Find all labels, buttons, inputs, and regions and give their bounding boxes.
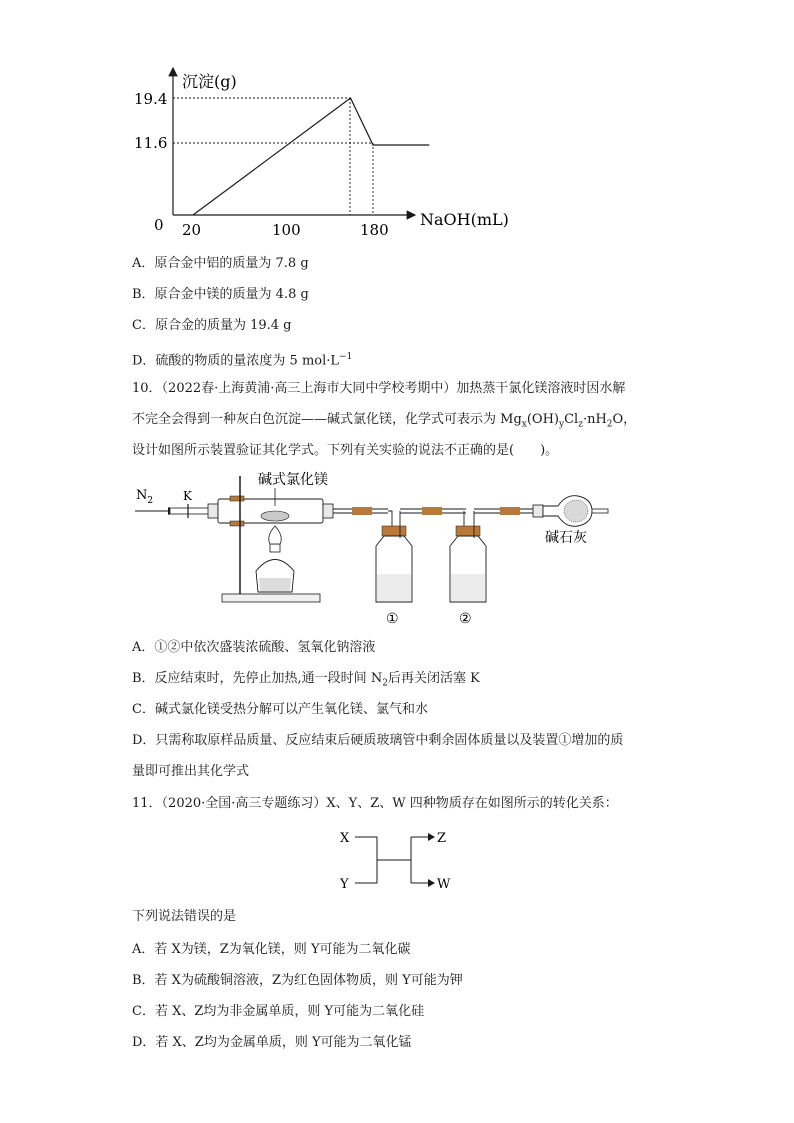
tube-clamp-left	[230, 496, 244, 501]
q10-stem-line1: 10．（2022春·上海黄浦·高三上海市大同中学校考期中）加热蒸干氯化镁溶液时因水解	[132, 381, 626, 396]
node-w: W	[437, 877, 451, 892]
q11-diagram	[335, 826, 465, 894]
q11-option-a: A．若 X为镁，Z为氧化镁，则 Y可能为二氧化碳	[132, 942, 411, 957]
q10-sub-y: y	[558, 419, 565, 430]
q10-sub-x: x	[521, 419, 527, 430]
q10-stem-line2-text: 不完全会得到一种灰白色沉淀——碱式氯化镁，化学式可表示为 Mg	[132, 412, 522, 427]
q11-prompt: 下列说法错误的是	[132, 909, 237, 924]
x-tick-100: 100	[272, 221, 301, 239]
tube-clamp-left-lower	[230, 521, 244, 526]
q10-option-b-text: B．反应结束时，先停止加热,通一段时间 N	[132, 671, 383, 686]
lamp-wick-holder	[270, 544, 280, 552]
n2-label: $N_2$	[136, 488, 154, 506]
bottle-1-cap	[382, 526, 406, 536]
q11-option-d: D．若 X、Z均为金属单质，则 Y可能为二氧化锰	[132, 1035, 412, 1050]
absorber-label: 碱石灰	[545, 530, 587, 546]
q10-option-d-line2: 量即可推出其化学式	[132, 764, 250, 779]
q11-stem: 11．（2020·全国·高三专题练习）X、Y、Z、W 四种物质存在如图所示的转化关系：	[132, 796, 618, 811]
q10-option-c: C．碱式氯化镁受热分解可以产生氧化镁、氯气和水	[132, 702, 428, 717]
stopper-left	[208, 504, 218, 518]
q9-option-d-text: D．硫酸的物质的量浓度为 5 mol·L	[132, 353, 340, 369]
q9-option-b: B．原合金中镁的质量为 4.8 g	[132, 287, 309, 302]
inlet-tube	[170, 508, 210, 514]
lamp-flame	[269, 526, 281, 544]
drying-tube-outlet	[592, 509, 608, 513]
q10-sub-2: 2	[606, 419, 613, 430]
y-tick-11-6: 11.6	[134, 134, 168, 152]
rubber-2	[422, 507, 442, 515]
x-tick-180: 180	[360, 221, 389, 239]
drying-tube-stopper	[533, 505, 543, 517]
q9-option-d-sup: −1	[339, 352, 353, 362]
rubber-3	[500, 507, 520, 515]
q10-stem-line3: 设计如图所示装置验证其化学式。下列有关实验的说法不正确的是( )。	[132, 443, 559, 458]
soda-lime	[564, 500, 588, 522]
q10-apparatus	[130, 466, 615, 631]
y-axis-label: 沉淀(g)	[182, 72, 237, 91]
q9-option-c: C．原合金的质量为 19.4 g	[132, 318, 292, 333]
node-x: X	[340, 831, 350, 846]
q9-option-a: A．原合金中铝的质量为 7.8 g	[132, 256, 309, 271]
sample-label: 碱式氯化镁	[258, 472, 328, 488]
q10-option-d-line1: D．只需称取原样品质量、反应结束后硬质玻璃管中剩余固体质量以及装置①增加的质	[132, 733, 624, 748]
origin-label: 0	[154, 216, 164, 234]
stopper-right	[323, 504, 333, 518]
bottle-1-liquid	[377, 574, 411, 601]
lamp-liquid	[259, 578, 291, 591]
bottle-1-label: ①	[386, 611, 399, 627]
series-line	[193, 98, 429, 215]
stand-base	[222, 594, 320, 602]
node-z: Z	[437, 831, 447, 846]
x-tick-20: 20	[182, 221, 202, 239]
y-tick-19-4: 19.4	[134, 90, 168, 108]
q10-stem-line2	[132, 411, 636, 434]
bottle-2-cap	[456, 526, 480, 536]
q9-option-d	[132, 348, 352, 370]
rubber-1	[352, 507, 372, 515]
q10-formula-cl: Cl	[564, 412, 579, 427]
bottle-2-label: ②	[459, 611, 472, 627]
q11-option-c: C．若 X、Z均为非金属单质，则 Y可能为二氧化硅	[132, 1004, 425, 1019]
q11-option-b: B．若 X为硫酸铜溶液，Z为红色固体物质，则 Y可能为钾	[132, 973, 463, 988]
bottle-2-liquid	[451, 574, 485, 601]
q10-sub-z: z	[578, 419, 583, 430]
z-arrowhead	[428, 833, 435, 841]
q10-formula-oh: (OH)	[526, 412, 559, 427]
x-axis-label: NaOH(mL)	[420, 210, 509, 229]
q10-option-b	[132, 670, 480, 693]
precipitate-chart	[130, 60, 530, 245]
q10-option-a: A．①②中依次盛装浓硫酸、氢氧化钠溶液	[132, 640, 376, 655]
valve-label: K	[183, 489, 192, 503]
w-arrowhead	[428, 879, 435, 887]
q10-formula-nh: ·nH	[582, 412, 607, 427]
q10-option-b-sub: 2	[382, 678, 388, 689]
q10-option-b-end: 后再关闭活塞 K	[387, 671, 480, 686]
q10-formula-end: O，	[612, 412, 637, 427]
node-y: Y	[340, 877, 349, 892]
sample-powder	[261, 511, 289, 521]
